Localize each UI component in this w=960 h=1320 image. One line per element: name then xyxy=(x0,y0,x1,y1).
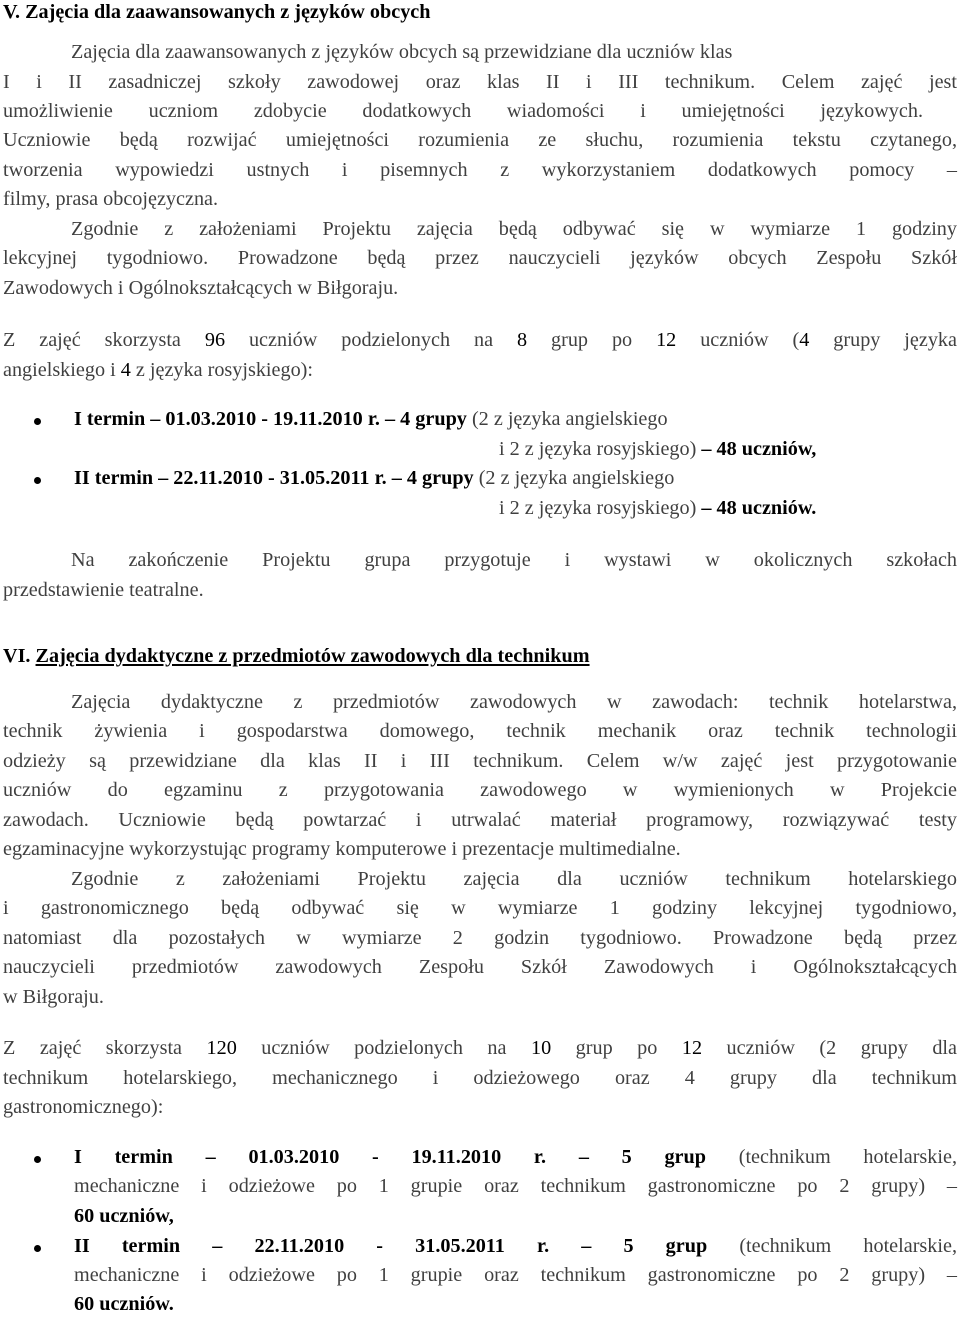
s5-p1-line-6: filmy, prasa obcojęzyczna. xyxy=(3,188,219,210)
s6-p3-line-3: gastronomicznego): xyxy=(3,1096,164,1118)
s5-p4-line-2: przedstawienie teatralne. xyxy=(3,579,204,601)
s6-p2-line-5: w Biłgoraju. xyxy=(3,986,104,1008)
s6-term-1-count: 60 uczniów, xyxy=(74,1205,174,1227)
s6-p1-line-2: technik żywienia i gospodarstwa domowego, technik mechanik oraz technik technologii xyxy=(3,720,957,742)
s6-p2-line-3: natomiast dla pozostałych w wymiarze 2 godzin tygodniowo. Prowadzone będą przez xyxy=(3,927,957,949)
s6-term-1: I termin – 01.03.2010 - 19.11.2010 r. – 5 grup (technikum hotelarskie, xyxy=(74,1146,957,1168)
s6-p2-line-1: Zgodnie z założeniami Projektu zajęcia dla uczniów technikum hotelarskiego xyxy=(71,868,957,890)
s5-p3-line-2: angielskiego i 4 z języka rosyjskiego): xyxy=(3,359,314,381)
s6-p3-line-2: technikum hotelarskiego, mechanicznego i odzieżowego oraz 4 grupy dla technikum xyxy=(3,1067,957,1089)
s5-p1-line-3: umożliwienie uczniom zdobycie dodatkowych wiadomości i umiejętności językowych. xyxy=(3,100,923,122)
bullet-icon xyxy=(34,418,41,425)
s6-term-2-line-2: mechaniczne i odzieżowe po 1 grupie oraz technikum gastronomiczne po 2 grupy) – xyxy=(74,1264,957,1286)
s5-p1-line-1: Zajęcia dla zaawansowanych z języków obcych są przewidziane dla uczniów klas xyxy=(71,41,733,63)
s5-term-2: II termin – 22.11.2010 - 31.05.2011 r. – 4 grupy (2 z języka angielskiego xyxy=(74,467,675,489)
s5-p2-line-2: lekcyjnej tygodniowo. Prowadzone będą przez nauczycieli języków obcych Zespołu Szkół xyxy=(3,247,957,269)
s6-p1-line-3: odzieży są przewidziane dla klas II i III technikum. Celem w/w zajęć jest przygotowanie xyxy=(3,750,957,772)
section-6-heading: VI. Zajęcia dydaktyczne z przedmiotów zawodowych dla technikum xyxy=(3,645,590,667)
s5-p2-line-3: Zawodowych i Ogólnokształcących w Biłgoraju. xyxy=(3,277,399,299)
s6-p1-line-4: uczniów do egzaminu z przygotowania zawodowego w wymienionych w Projekcie xyxy=(3,779,957,801)
s6-p2-line-2: i gastronomicznego będą odbywać się w wymiarze 1 godziny lekcyjnej tygodniowo, xyxy=(3,897,957,919)
s5-p2-line-1: Zgodnie z założeniami Projektu zajęcia będą odbywać się w wymiarze 1 godziny xyxy=(71,218,957,240)
section-5-heading: V. Zajęcia dla zaawansowanych z języków obcych xyxy=(3,1,431,23)
s6-term-2: II termin – 22.11.2010 - 31.05.2011 r. – 5 grup (technikum hotelarskie, xyxy=(74,1235,957,1257)
s5-p3-line-1: Z zajęć skorzysta 96 uczniów podzielonych na 8 grup po 12 uczniów (4 grupy języka xyxy=(3,329,957,351)
s5-p1-line-2: I i II zasadniczej szkoły zawodowej oraz klas II i III technikum. Celem zajęć jest xyxy=(3,71,957,93)
s5-term-2-cont: i 2 z języka rosyjskiego) – 48 uczniów. xyxy=(499,497,817,519)
s6-p3-line-1: Z zajęć skorzysta 120 uczniów podzielonych na 10 grup po 12 uczniów (2 grupy dla xyxy=(3,1037,957,1059)
s6-p2-line-4: nauczycieli przedmiotów zawodowych Zespołu Szkół Zawodowych i Ogólnokształcących xyxy=(3,956,957,978)
bullet-icon xyxy=(34,1156,41,1163)
s5-term-1: I termin – 01.03.2010 - 19.11.2010 r. – 4 grupy (2 z języka angielskiego xyxy=(74,408,668,430)
s5-term-1-cont: i 2 z języka rosyjskiego) – 48 uczniów, xyxy=(499,438,817,460)
bullet-icon xyxy=(34,1245,41,1252)
s5-p4-line-1: Na zakończenie Projektu grupa przygotuje i wystawi w okolicznych szkołach xyxy=(71,549,957,571)
s6-p1-line-5: zawodach. Uczniowie będą powtarzać i utrwalać materiał programowy, rozwiązywać testy xyxy=(3,809,957,831)
s6-p1-line-6: egzaminacyjne wykorzystując programy komputerowe i prezentacje multimedialne. xyxy=(3,838,681,860)
s5-p1-line-4: Uczniowie będą rozwijać umiejętności rozumienia ze słuchu, rozumienia tekstu czytanego, xyxy=(3,129,957,151)
s6-term-2-count: 60 uczniów. xyxy=(74,1293,174,1315)
bullet-icon xyxy=(34,477,41,484)
s5-p1-line-5: tworzenia wypowiedzi ustnych i pisemnych z wykorzystaniem dodatkowych pomocy – xyxy=(3,159,957,181)
s6-p1-line-1: Zajęcia dydaktyczne z przedmiotów zawodowych w zawodach: technik hotelarstwa, xyxy=(71,691,957,713)
s6-term-1-line-2: mechaniczne i odzieżowe po 1 grupie oraz technikum gastronomiczne po 2 grupy) – xyxy=(74,1175,957,1197)
